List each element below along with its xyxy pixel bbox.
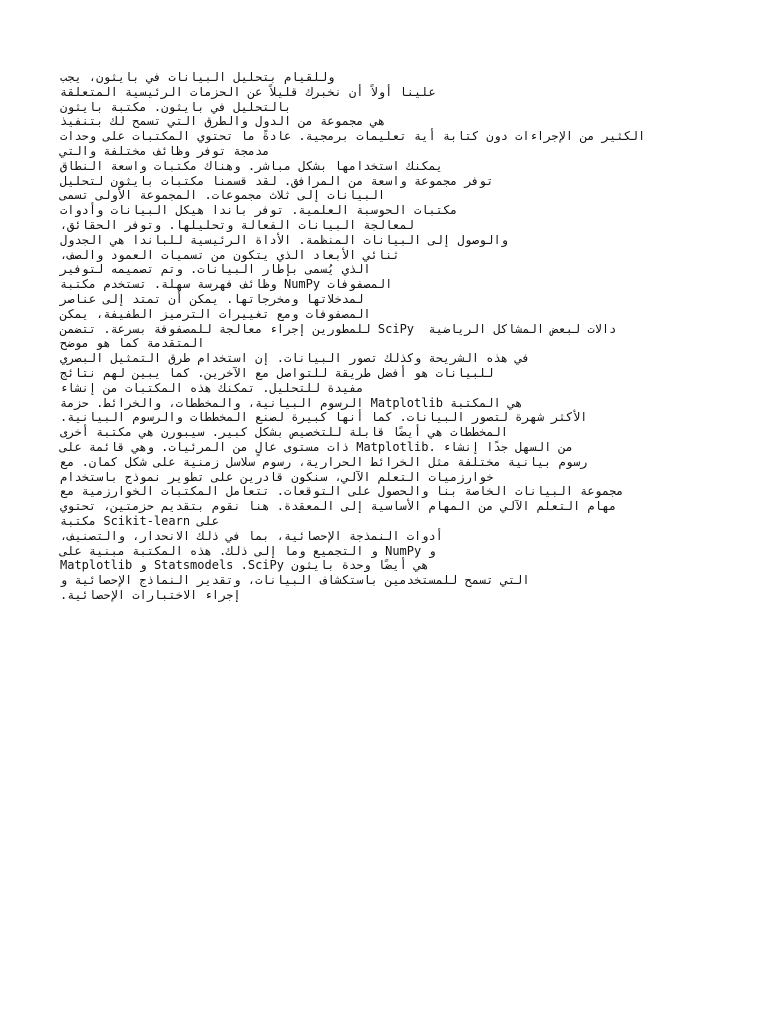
text-line: الأكثر شهرة لتصور البيانات. كما أنها كبيرة لصنع المخططات والرسوم البيانية.	[60, 410, 588, 425]
body-text	[60, 70, 700, 603]
text-line: هي المكتبة Matplotlib الرسوم البيانية، والمخططات، والخرائط. حزمة	[60, 395, 523, 410]
text-line: البيانات إلى ثلاث مجموعات. المجموعة الأولى تسمى	[60, 188, 386, 203]
text-line: هي أيضًا وحدة بايثون Statsmodels .SciPy و Matplotlib	[60, 558, 429, 573]
text-line: يمكنك استخدامها بشكل مباشر. وهناك مكتبات واسعة النطاق	[60, 158, 443, 173]
text-line: وللقيام بتحليل البيانات في بايثون، يجب	[60, 70, 335, 84]
text-line: الكثير من الإجراءات دون كتابة أية تعليمات برمجية. عادةً ما تحتوي المكتبات على وحدات	[60, 129, 646, 144]
text-line: و NumPy و التجميع وما إلى ذلك. هذه المكتبة مبنية على	[60, 543, 436, 558]
text-line: المتقدمة كما هو موضح	[60, 336, 205, 351]
text-line: توفر مجموعة واسعة من المرافق. لقد قسمنا مكتبات بايثون لتحليل	[60, 173, 494, 188]
text-line: المصفوفات ومع تغييرات الترميز الطفيفة، يمكن	[60, 306, 371, 321]
text-line: مكتبات الحوسبة العلمية. توفر باندا هيكل البيانات وأدوات	[60, 203, 458, 218]
text-line: بالتحليل في بايثون. مكتبة بايثون	[60, 99, 292, 114]
text-line: أدوات النمذجة الإحصائية، بما في ذلك الانحدار، والتصنيف،	[60, 528, 443, 543]
text-line: مدمجة توفر وظائف مختلفة والتي	[60, 143, 270, 158]
text-line: هي مجموعة من الدول والطرق التي تسمح لك بتنفيذ	[60, 114, 386, 129]
text-line: المخططات هي أيضًا قابلة للتخصيص بشكل كبير. سيبورن هي مكتبة أخرى	[60, 425, 508, 440]
text-line: لمعالجة البيانات الفعالة وتحليلها. وتوفر الحقائق،	[60, 217, 415, 232]
text-line: علينا أولاً أن نخبرك قليلاً عن الحزمات الرئيسية المتعلقة	[60, 84, 436, 99]
text-line: مجموعة البيانات الخاصة بنا والحصول على التوقعات. تتعامل المكتبات الخوارزمية مع	[60, 484, 624, 499]
text-line: في هذه الشريحة وكذلك تصور البيانات. إن استخدام طرق التمثيل البصري	[60, 351, 530, 366]
text-line: والوصول إلى البيانات المنظمة. الأداة الرئيسية للباندا هي الجدول	[60, 232, 508, 247]
text-line: من السهل جدًا إنشاء .Matplotlib ذات مستوى عالٍ من المرئيات. وهي قائمة على	[60, 439, 573, 454]
text-line: لمدخلاتها ومخرجاتها. يمكن أن تمتد إلى عناصر	[60, 291, 364, 306]
text-line: إجراء الاختبارات الإحصائية.	[60, 587, 241, 602]
text-line: المصفوفات NumPy وظائف فهرسة سهلة. تستخدم مكتبة	[60, 277, 393, 292]
text-line: للبيانات هو أفضل طريقة للتواصل مع الآخرين. كما يبين لهم نتائج	[60, 365, 494, 380]
text-line: دالات لبعض المشاكل الرياضية SciPy للمطورين إجراء معالجة للمصفوفة بسرعة. تتضمن	[60, 321, 617, 336]
text-line: خوارزميات التعلم الآلي، سنكون قادرين على تطوير نموذج باستخدام	[60, 469, 494, 484]
text-line: مفيدة للتحليل. تمكنك هذه المكتبات من إنشاء	[60, 380, 364, 395]
text-line: ثنائي الأبعاد الذي يتكون من تسميات العمود والصف،	[60, 247, 400, 262]
text-line: التي تسمح للمستخدمين باستكشاف البيانات، وتقدير النماذج الإحصائية و	[60, 573, 530, 588]
text-line: على Scikit-learn مكتبة	[60, 513, 219, 528]
text-line: مهام التعلم الآلي من المهام الأساسية إلى المعقدة. هنا نقوم بتقديم حزمتين، تحتوي	[60, 499, 617, 514]
text-line: الذي يُسمى بإطار البيانات. وتم تصميمه لتوفير	[60, 262, 371, 277]
text-line: رسوم بيانية مختلفة مثل الخرائط الحرارية، رسوم سلاسل زمنية على شكل كمان. مع	[60, 454, 588, 469]
